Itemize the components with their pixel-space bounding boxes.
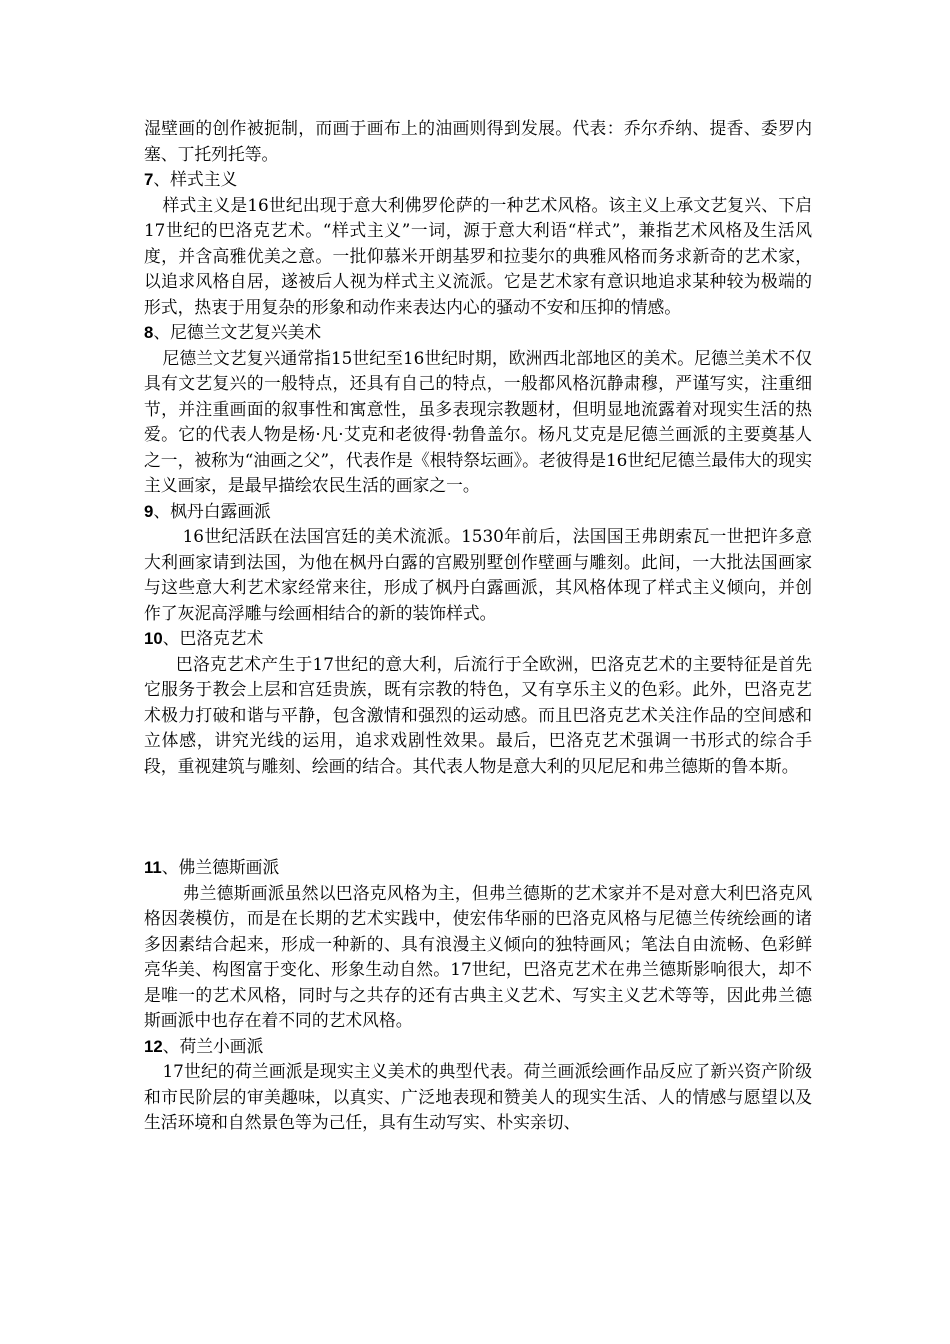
section-heading-7	[144, 167, 812, 193]
section-heading-12	[144, 1034, 812, 1060]
section-number: 10	[144, 629, 163, 648]
document-page	[144, 116, 812, 1136]
section-number: 8	[144, 323, 154, 342]
section-number: 12	[144, 1036, 163, 1056]
blank-space	[144, 779, 812, 855]
section-body-8: 尼德兰文艺复兴通常指15世纪至16世纪时期，欧洲西北部地区的美术。尼德兰美术不仅具有文艺复兴的一般特点，还具有自己的特点，一般都风格沉静肃穆，严谨写实，注重细节，并注重画面的叙事性和寓意性，虽多表现宗教题材，但明显地流露着对现实生活的热爱。它的代表人物是杨·凡·艾克和老彼得·勃鲁盖尔。杨凡艾克是尼德兰画派的主要奠基人之一，被称为“油画之父”，代表作是《根特祭坛画》。老彼得是16世纪尼德兰最伟大的现实主义画家，是最早描绘农民生活的画家之一。	[144, 347, 812, 495]
section-number: 11	[144, 858, 162, 877]
section-body-10: 巴洛克艺术产生于17世纪的意大利，后流行于全欧洲，巴洛克艺术的主要特征是首先它服务于教会上层和宫廷贵族，既有宗教的特色，又有享乐主义的色彩。此外，巴洛克艺术极力打破和谐与平静，包含激情和强烈的运动感。而且巴洛克艺术关注作品的空间感和立体感，讲究光线的运用，追求戏剧性效果。最后，巴洛克艺术强调一书形式的综合手段，重视建筑与雕刻、绘画的结合。其代表人物是意大利的贝尼尼和弗兰德斯的鲁本斯。	[144, 653, 812, 776]
section-heading-10	[144, 626, 812, 652]
section-body-12: 17世纪的荷兰画派是现实主义美术的典型代表。荷兰画派绘画作品反应了新兴资产阶级和市民阶层的审美趣味，以真实、广泛地表现和赞美人的现实生活、人的情感与愿望以及生活环境和自然景色等为己任，具有生动写实、朴实亲切、	[144, 1061, 812, 1132]
section-heading-9	[144, 499, 812, 525]
continuation-paragraph: 湿壁画的创作被扼制，而画于画布上的油画则得到发展。代表：乔尔乔纳、提香、委罗内塞、丁托列托等。	[144, 118, 812, 164]
section-heading-11	[144, 855, 812, 881]
section-body-9: 16世纪活跃在法国宫廷的美术流派。1530年前后，法国国王弗朗索瓦一世把许多意大利画家请到法国，为他在枫丹白露的宫殿别墅创作壁画与雕刻。此间，一大批法国画家与这些意大利艺术家经常来往，形成了枫丹白露画派，其风格体现了样式主义倾向，并创作了灰泥高浮雕与绘画相结合的新的装饰样式。	[144, 526, 812, 623]
section-heading-8	[144, 320, 812, 346]
section-body-7: 样式主义是16世纪出现于意大利佛罗伦萨的一种艺术风格。该主义上承文艺复兴、下启17世纪的巴洛克艺术。“样式主义”一词，源于意大利语“样式”，兼指艺术风格及生活风度，并含高雅优美之意。一批仰慕米开朗基罗和拉斐尔的典雅风格而务求新奇的艺术家，以追求风格自居，遂被后人视为样式主义流派。它是艺术家有意识地追求某种较为极端的形式，热衷于用复杂的形象和动作来表达内心的骚动不安和压抑的情感。	[144, 194, 812, 317]
section-title: 、样式主义	[153, 169, 238, 189]
section-title: 、枫丹白露画派	[153, 500, 271, 521]
section-title: 、佛兰德斯画派	[161, 857, 280, 877]
section-body-11: 弗兰德斯画派虽然以巴洛克风格为主，但弗兰德斯的艺术家并不是对意大利巴洛克风格因袭模仿，而是在长期的艺术实践中，使宏伟华丽的巴洛克风格与尼德兰传统绘画的诸多因素结合起来，形成一种新的、具有浪漫主义倾向的独特画风；笔法自由流畅、色彩鲜亮华美、构图富于变化、形象生动自然。17世纪，巴洛克艺术在弗兰德斯影响很大，却不是唯一的艺术风格，同时与之共存的还有古典主义艺术、写实主义艺术等等，因此弗兰德斯画派中也存在着不同的艺术风格。	[144, 882, 812, 1030]
section-title: 、荷兰小画派	[162, 1035, 264, 1056]
section-number: 7	[144, 170, 154, 189]
section-title: 、巴洛克艺术	[162, 628, 264, 648]
section-title: 、尼德兰文艺复兴美术	[153, 322, 322, 342]
section-number: 9	[144, 501, 154, 521]
